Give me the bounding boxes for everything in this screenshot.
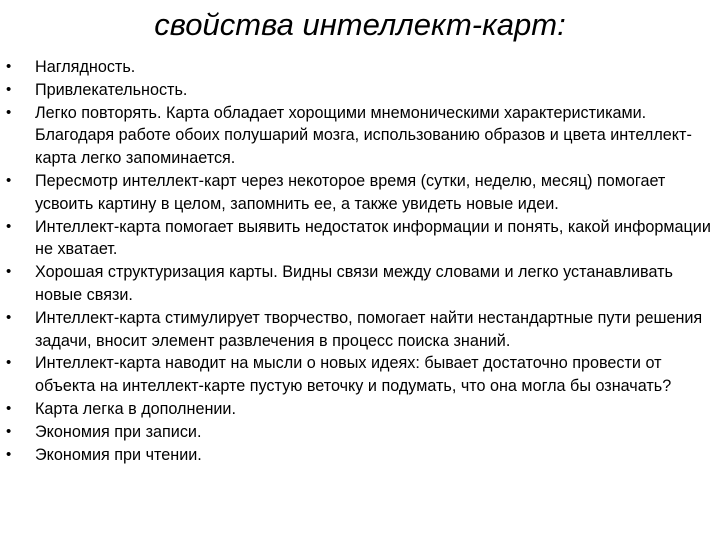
- bullet-icon: •: [6, 217, 12, 235]
- list-item: [6, 79, 714, 102]
- list-item-text: Экономия при записи.: [35, 422, 202, 441]
- bullet-icon: •: [6, 354, 12, 372]
- list-item-text: Хорошая структуризация карты. Видны связи между словами и легко устанавливать новые связи.: [35, 263, 673, 304]
- slide-title: свойства интеллект-карт:: [154, 7, 566, 42]
- list-item: [6, 102, 714, 170]
- list-item-text: Интеллект-карта наводит на мысли о новых идеях: бывает достаточно провести от объекта на интеллект-карте пустую веточку и подумать, что она могла бы означать?: [35, 354, 672, 396]
- bullet-icon: •: [6, 422, 12, 440]
- bullet-icon: •: [6, 58, 12, 75]
- bullet-icon: •: [6, 445, 12, 463]
- list-item-text: Наглядность.: [35, 58, 136, 76]
- list-item: [6, 216, 714, 262]
- list-item: [6, 398, 714, 421]
- bullet-icon: •: [6, 308, 12, 326]
- bullet-list: [6, 56, 714, 466]
- list-item-text: Экономия при чтении.: [35, 445, 202, 464]
- bullet-icon: •: [6, 171, 12, 189]
- list-item-text: Интеллект-карта помогает выявить недостаток информации и понять, какой информации не хватает.: [35, 217, 711, 259]
- list-item: [6, 352, 714, 398]
- list-item-text: Легко повторять. Карта обладает хорощими мнемоническими характеристиками. Благодаря работе обоих полушарий мозга, использованию образов и цвета интеллект-карта легко запоминается.: [35, 103, 692, 168]
- list-item: [6, 444, 714, 467]
- list-item-text: Интеллект-карта стимулирует творчество, помогает найти нестандартные пути решения задачи, вносит элемент развлечения в процесс поиска знаний.: [35, 308, 703, 350]
- list-item-text: Пересмотр интеллект-карт через некоторое время (сутки, неделю, месяц) помогает усвоить картину в целом, запомнить ее, а также увидеть новые идеи.: [35, 171, 666, 213]
- list-item-text: Привлекательность.: [35, 80, 188, 99]
- list-item: [6, 261, 714, 307]
- list-item: [6, 421, 714, 444]
- bullet-icon: •: [6, 399, 12, 417]
- bullet-icon: •: [6, 103, 12, 121]
- list-item: [6, 170, 714, 216]
- list-item: [6, 56, 714, 79]
- bullet-icon: •: [6, 263, 12, 281]
- list-item-text: Карта легка в дополнении.: [35, 399, 236, 418]
- bullet-icon: •: [6, 80, 12, 98]
- list-item: [6, 307, 714, 353]
